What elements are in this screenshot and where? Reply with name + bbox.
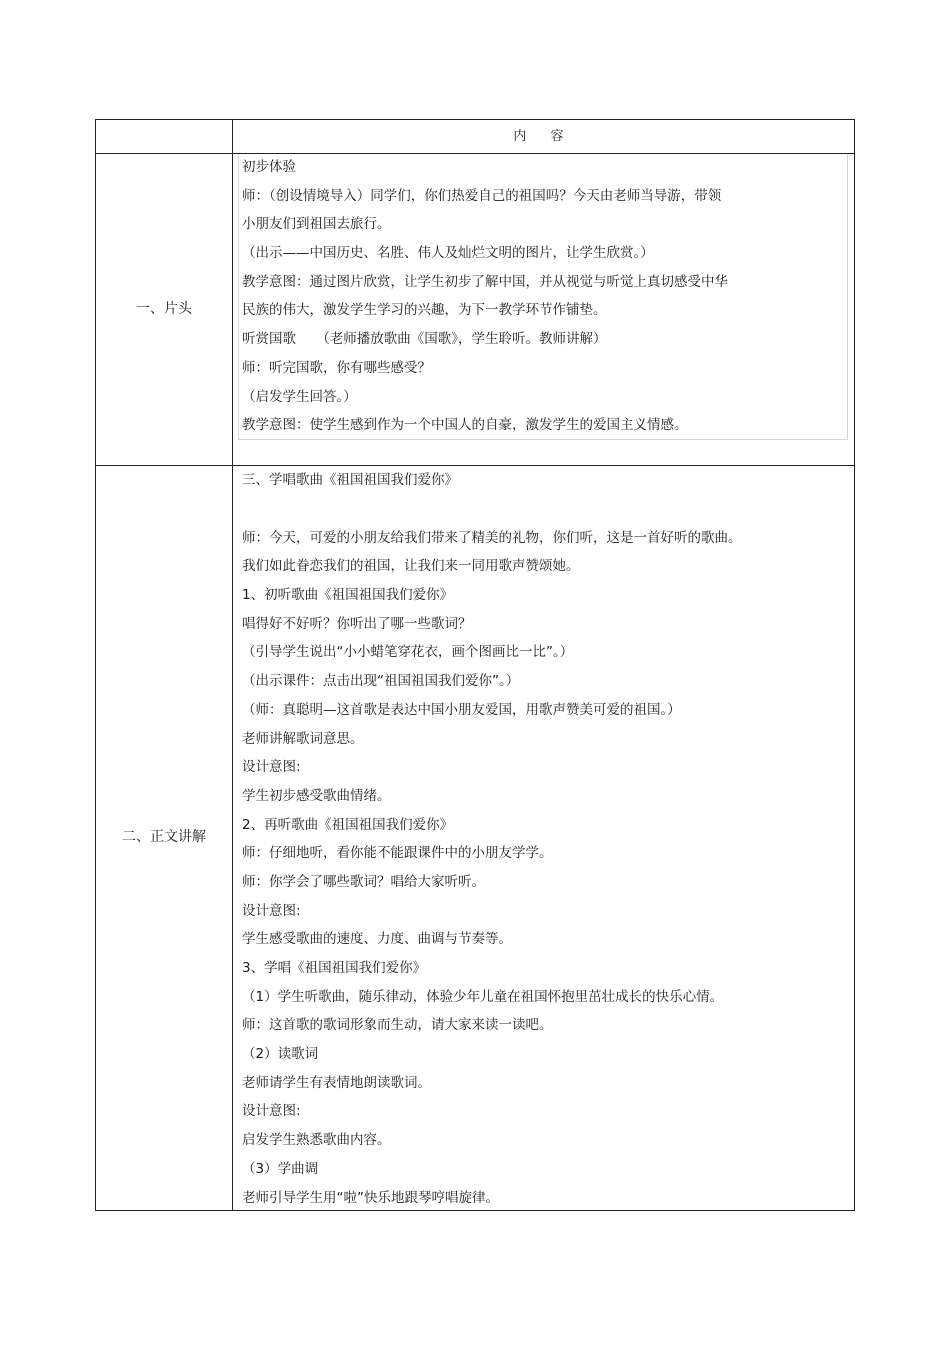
text-line: 唱得好不好听？你听出了哪一些歌词？ [242, 615, 472, 632]
text-line: 师：听完国歌，你有哪些感受？ [242, 359, 431, 376]
text-line: 学生感受歌曲的速度、力度、曲调与节奏等。 [242, 931, 512, 948]
text-line: 民族的伟大，激发学生学习的兴趣，为下一教学环节作铺垫。 [242, 302, 607, 319]
text-line: 教学意图：通过图片欣赏，让学生初步了解中国，并从视觉与听觉上真切感受中华 [242, 273, 728, 290]
text-line: 老师请学生有表情地朗读歌词。 [242, 1074, 431, 1091]
text-line: 老师讲解歌词意思。 [242, 730, 364, 747]
text-line: 师：仔细地听，看你能不能跟课件中的小朋友学学。 [242, 845, 553, 862]
text-line: 2、再听歌曲《祖国祖国我们爱你》 [242, 816, 454, 833]
text-line: 师：你学会了哪些歌词？唱给大家听听。 [242, 873, 485, 890]
text-line: 设计意图: [242, 902, 301, 919]
section-main-content [242, 466, 842, 1212]
text-line: 我们如此眷恋我们的祖国，让我们来一同用歌声赞颂她。 [242, 558, 580, 575]
text-line: 初步体验 [242, 159, 296, 175]
section-intro-content [242, 153, 842, 440]
text-line: 设计意图: [242, 759, 301, 776]
text-line: 1、初听歌曲《祖国祖国我们爱你》 [242, 587, 454, 604]
text-line: （出示课件：点击出现“祖国祖国我们爱你”。） [242, 673, 520, 690]
text-line: （师：真聪明—这首歌是表达中国小朋友爱国，用歌声赞美可爱的祖国。） [242, 701, 681, 718]
text-line: 教学意图：使学生感到作为一个中国人的自豪，激发学生的爱国主义情感。 [242, 417, 688, 434]
text-line: 学生初步感受歌曲情绪。 [242, 787, 391, 804]
text-line: （启发学生回答。） [242, 388, 357, 405]
text-line: 师：（创设情境导入）同学们，你们热爱自己的祖国吗？今天由老师当导游，带领 [242, 187, 722, 204]
text-line: （2）读歌词 [242, 1046, 319, 1063]
text-line: （3）学曲调 [242, 1160, 319, 1177]
section-label-intro: 一、片头 [136, 301, 192, 317]
text-line: 3、学唱《祖国祖国我们爱你》 [242, 960, 427, 976]
text-line: 师：这首歌的歌词形象而生动，请大家来读一读吧。 [242, 1017, 553, 1034]
text-line: 启发学生熟悉歌曲内容。 [242, 1132, 391, 1149]
text-line: （引导学生说出“小小蜡笔穿花衣，画个图画比一比”。） [242, 644, 574, 661]
text-line: （出示——中国历史、名胜、伟人及灿烂文明的图片，让学生欣赏。） [242, 245, 654, 262]
text-line: 小朋友们到祖国去旅行。 [242, 216, 391, 233]
text-line: 师：今天，可爱的小朋友给我们带来了精美的礼物，你们听，这是一首好听的歌曲。 [242, 529, 742, 546]
section-label-main: 二、正文讲解 [122, 829, 206, 845]
column-divider [232, 120, 233, 1210]
section-title: 三、学唱歌曲《祖国祖国我们爱你》 [242, 472, 458, 488]
spacer [242, 495, 842, 524]
content-column-header: 内 容 [513, 129, 574, 144]
text-line: 老师引导学生用“啦”快乐地跟琴哼唱旋律。 [242, 1189, 499, 1206]
text-line: 听赏国歌 （老师播放歌曲《国歌》，学生聆听。教师讲解） [242, 331, 607, 348]
text-line: （1）学生听歌曲，随乐律动，体验少年儿童在祖国怀抱里茁壮成长的快乐心情。 [242, 988, 724, 1005]
lesson-plan-table [95, 119, 855, 1211]
text-line: 设计意图: [242, 1103, 301, 1120]
